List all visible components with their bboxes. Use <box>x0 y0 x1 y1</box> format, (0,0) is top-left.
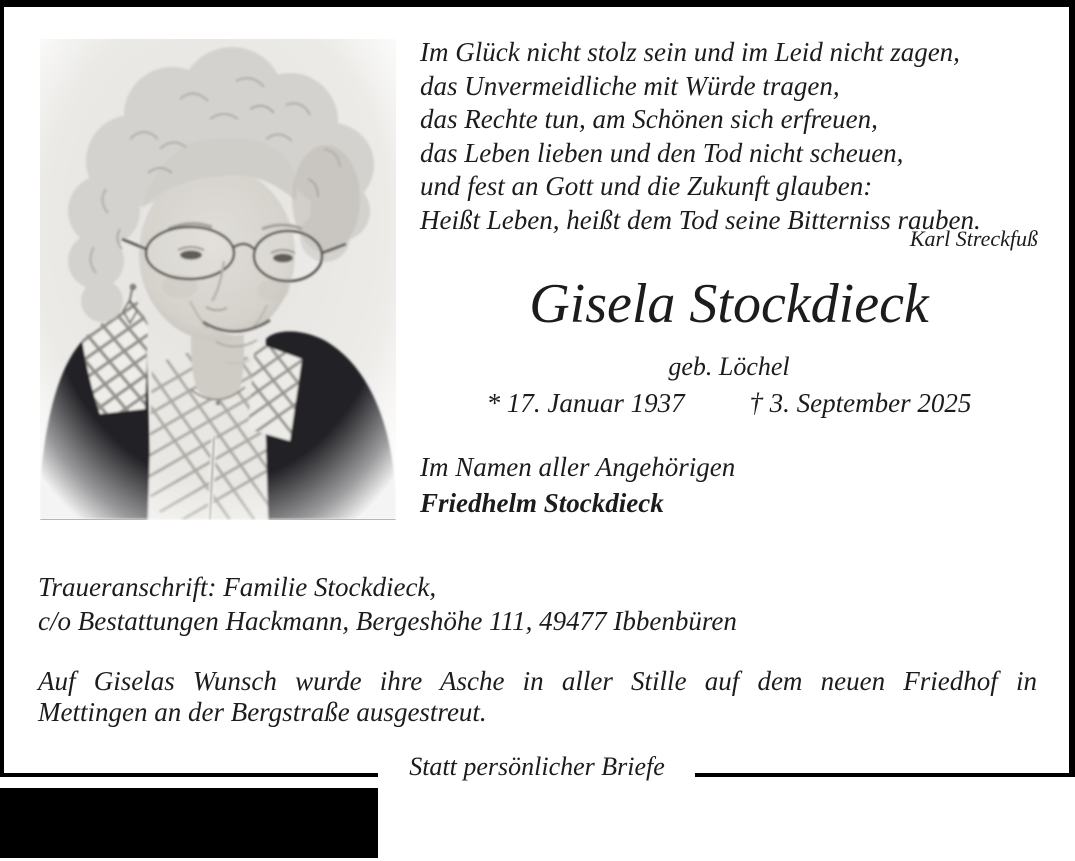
mourning-address <box>38 570 1038 638</box>
deceased-name: Gisela Stockdieck <box>529 273 929 335</box>
photo-vignette <box>40 39 396 519</box>
frame-left-border <box>0 0 4 777</box>
poem-line: das Leben lieben und den Tod nicht scheuen, <box>420 137 904 168</box>
frame-right-border <box>1069 0 1075 777</box>
life-dates <box>420 388 1038 419</box>
portrait-photo-svg <box>40 38 396 520</box>
address-line: Traueranschrift: Familie Stockdieck, <box>38 572 437 602</box>
poem-line: und fest an Gott und die Zukunft glauben: <box>420 171 873 201</box>
poem <box>420 36 1038 237</box>
poem-author: Karl Streckfuß <box>909 226 1038 251</box>
address-line: c/o Bestattungen Hackmann, Bergeshöhe 111, 49477 Ibbenbüren <box>38 606 737 636</box>
divider-rule-left <box>0 773 378 777</box>
poem-line: das Rechte tun, am Schönen sich erfreuen, <box>420 104 878 134</box>
poem-line: Im Glück nicht stolz sein und im Leid nicht zagen, <box>420 37 960 67</box>
maiden-name: geb. Löchel <box>668 352 790 381</box>
note-line: Auf Giselas Wunsch wurde ihre Asche in aller Stille auf dem neuen Friedhof in <box>38 666 1037 696</box>
poem-line: das Unvermeidliche mit Würde tragen, <box>420 70 840 101</box>
death-date: † 3. September 2025 <box>749 388 972 418</box>
redacted-block <box>0 788 378 858</box>
note-line: Mettingen an der Bergstraße ausgestreut. <box>38 697 487 727</box>
divider-rule-right <box>695 773 1075 777</box>
frame-top-border <box>0 0 1075 7</box>
burial-note <box>38 666 1037 728</box>
birth-date: * 17. Januar 1937 <box>486 388 685 418</box>
family-signature: Friedhelm Stockdieck <box>420 488 664 518</box>
portrait-photo <box>40 38 396 520</box>
divider-label: Statt persönlicher Briefe <box>409 752 665 781</box>
family-intro: Im Namen aller Angehörigen <box>420 452 736 482</box>
poem-line: Heißt Leben, heißt dem Tod seine Bitterniss rauben. <box>420 204 981 235</box>
